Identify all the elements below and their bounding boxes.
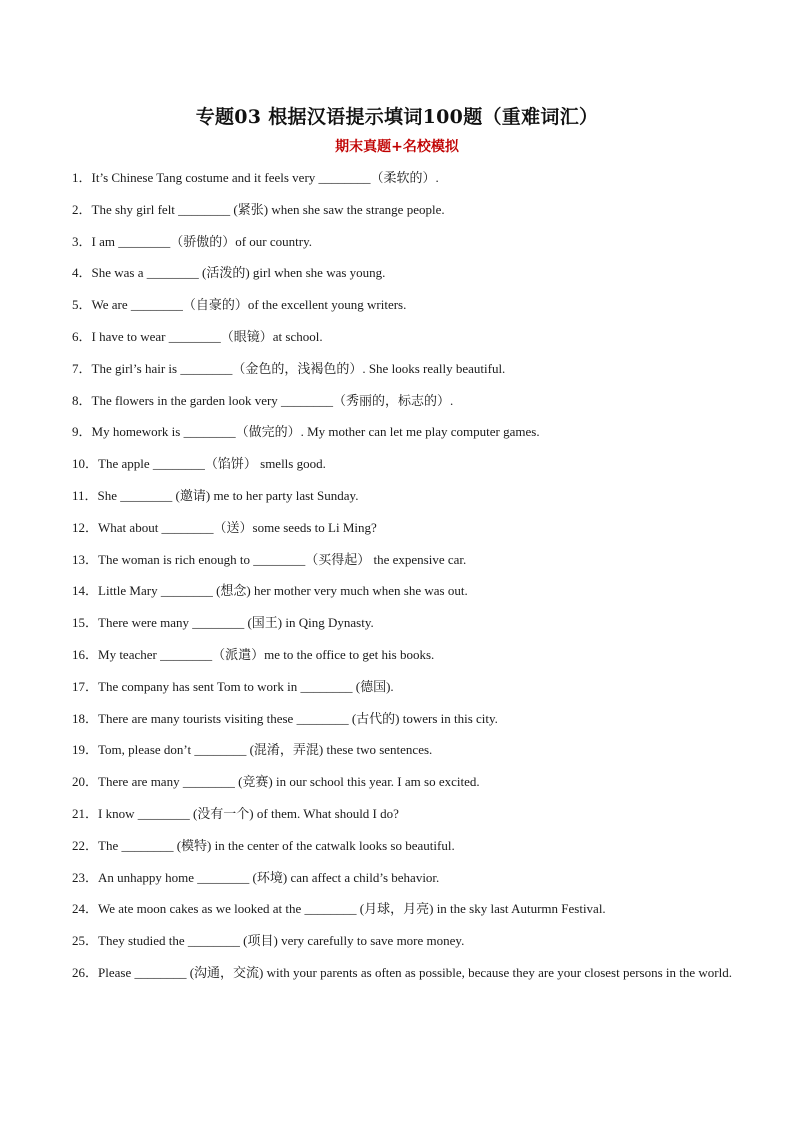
question-text: The shy girl felt ________ (紧张) when she saw the strange people. xyxy=(91,201,445,217)
question-number: 21． xyxy=(72,805,99,821)
question-text: Please ________ (沟通，交流) with your parents as often as possible, because they are your closest persons in the world. xyxy=(98,964,732,980)
question-item xyxy=(72,766,732,798)
question-text: The ________ (模特) in the center of the catwalk looks so beautiful. xyxy=(98,837,455,853)
question-item xyxy=(72,862,732,894)
question-number: 26． xyxy=(72,964,99,980)
question-text: We are ________（自豪的）of the excellent young writers. xyxy=(91,297,407,313)
question-item xyxy=(72,448,732,480)
question-item xyxy=(72,162,732,194)
question-item xyxy=(72,512,732,544)
question-text: They studied the ________ (项目) very carefully to save more money. xyxy=(98,933,465,949)
question-text: It’s Chinese Tang costume and it feels very ________（柔软的）. xyxy=(91,170,439,185)
question-number: 10． xyxy=(72,456,99,472)
question-item xyxy=(72,830,732,862)
question-number: 16． xyxy=(72,646,99,662)
question-text: The girl’s hair is ________（金色的，浅褐色的）. She looks really beautiful. xyxy=(91,360,506,376)
question-number: 4． xyxy=(72,265,92,281)
question-text: There were many ________ (国王) in Qing Dynasty. xyxy=(98,615,374,631)
question-text: The apple ________（馅饼） smells good. xyxy=(98,456,326,472)
question-text: There are many ________ (竞赛) in our school this year. I am so excited. xyxy=(98,774,480,790)
question-text: I know ________ (没有一个) of them. What should I do? xyxy=(98,805,399,821)
question-number: 19． xyxy=(72,742,99,758)
question-text: I have to wear ________（眼镜）at school. xyxy=(91,328,323,344)
question-number: 15． xyxy=(72,615,99,631)
question-number: 3． xyxy=(72,233,92,249)
question-text: We ate moon cakes as we looked at the ________ (月球，月亮) in the sky last Auturmn Festival. xyxy=(98,901,606,917)
question-item xyxy=(72,925,732,957)
question-item xyxy=(72,893,732,925)
question-number: 24． xyxy=(72,901,99,917)
question-item xyxy=(72,671,732,703)
question-text: She was a ________ (活泼的) girl when she was young. xyxy=(91,265,386,281)
question-number: 17． xyxy=(72,678,99,694)
question-text: The flowers in the garden look very ________（秀丽的，标志的）. xyxy=(91,392,454,408)
question-text: I am ________（骄傲的）of our country. xyxy=(91,233,313,249)
question-item xyxy=(72,798,732,830)
question-number: 18． xyxy=(72,710,99,726)
question-text: Tom, please don’t ________ (混淆，弄混) these two sentences. xyxy=(98,742,433,758)
question-item xyxy=(72,607,732,639)
question-item xyxy=(72,353,732,385)
question-item xyxy=(72,957,732,989)
page-title: 专题03 根据汉语提示填词100题（重难词汇） xyxy=(195,106,599,128)
question-text: My homework is ________（做完的）. My mother can let me play computer games. xyxy=(91,424,540,440)
question-number: 7． xyxy=(72,360,92,376)
question-item xyxy=(72,703,732,735)
question-item xyxy=(72,639,732,671)
question-item xyxy=(72,321,732,353)
question-number: 8． xyxy=(72,392,92,408)
page-subtitle: 期末真题+名校模拟 xyxy=(335,139,459,155)
question-item xyxy=(72,385,732,417)
question-text: Little Mary ________ (想念) her mother very much when she was out. xyxy=(98,583,468,599)
question-number: 25． xyxy=(72,933,99,949)
question-text: There are many tourists visiting these ________ (古代的) towers in this city. xyxy=(98,710,498,726)
question-number: 20． xyxy=(72,774,99,790)
question-text: She ________ (邀请) me to her party last Sunday. xyxy=(97,487,359,503)
question-item xyxy=(72,194,732,226)
question-item xyxy=(72,544,732,576)
question-item xyxy=(72,480,732,512)
question-text: The woman is rich enough to ________（买得起） the expensive car. xyxy=(98,551,467,567)
question-text: An unhappy home ________ (环境) can affect a child’s behavior. xyxy=(98,869,440,885)
question-text: My teacher ________（派遣）me to the office to get his books. xyxy=(98,646,435,662)
question-number: 9． xyxy=(72,424,92,440)
question-item xyxy=(72,289,732,321)
question-number: 1． xyxy=(72,170,92,185)
question-number: 23． xyxy=(72,869,99,885)
question-number: 6． xyxy=(72,328,92,344)
question-item xyxy=(72,257,732,289)
question-number: 2． xyxy=(72,201,92,217)
question-item xyxy=(72,734,732,766)
question-number: 22． xyxy=(72,837,99,853)
question-item xyxy=(72,416,732,448)
question-number: 14． xyxy=(72,583,99,599)
question-number: 11． xyxy=(72,487,98,503)
question-text: What about ________（送）some seeds to Li Ming? xyxy=(98,519,377,535)
question-item xyxy=(72,226,732,258)
question-number: 13． xyxy=(72,551,99,567)
question-text: The company has sent Tom to work in ________ (德国). xyxy=(98,678,394,694)
question-number: 12． xyxy=(72,519,99,535)
question-item xyxy=(72,575,732,607)
question-list xyxy=(72,162,732,989)
question-number: 5． xyxy=(72,297,92,313)
